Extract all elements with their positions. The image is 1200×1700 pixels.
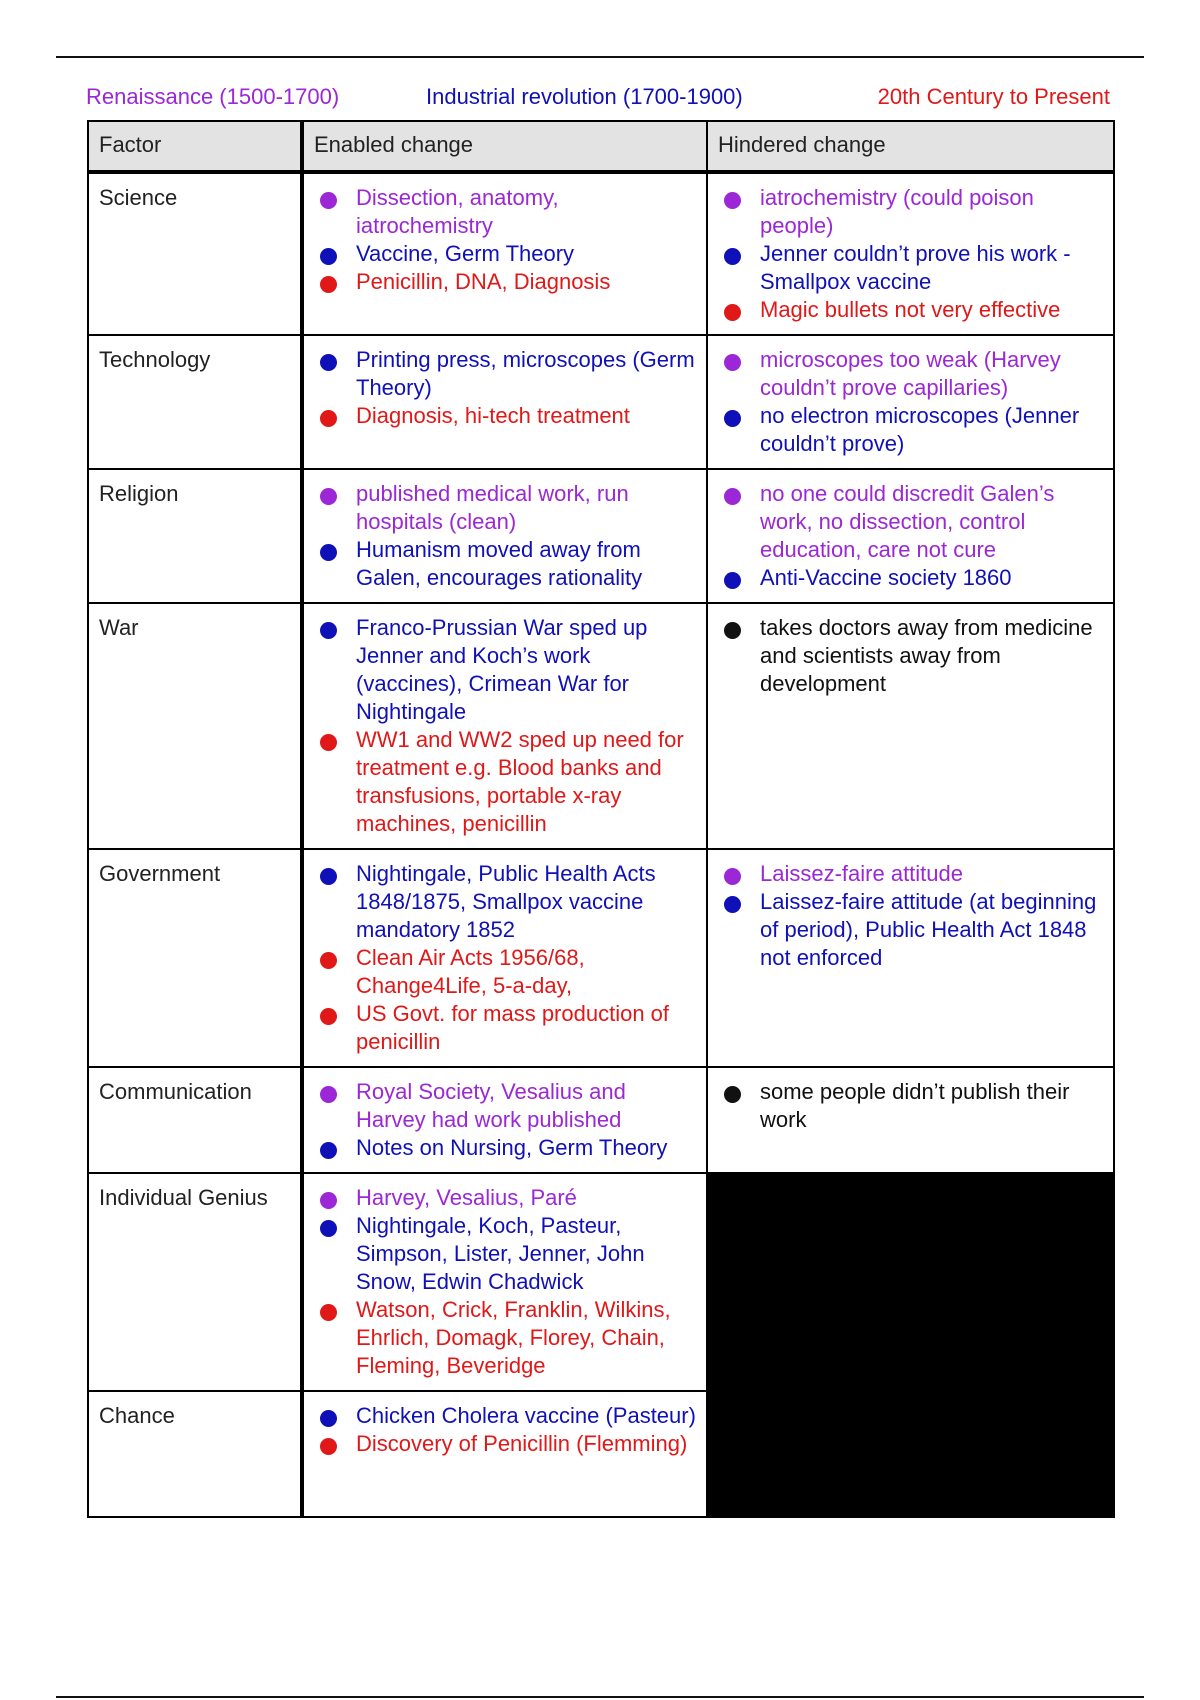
hindered-cell [707, 172, 1114, 335]
list-item [718, 614, 1105, 698]
factor-cell-individual-genius: Individual Genius [88, 1173, 302, 1391]
red-bullet-icon [320, 1304, 337, 1321]
item-text: Franco-Prussian War sped up Jenner and Koch’s work (vaccines), Crimean War for Nightingale [356, 615, 648, 724]
header-hindered: Hindered change [707, 121, 1114, 172]
enabled-cell [302, 469, 707, 603]
header-row [88, 121, 1114, 172]
item-text: Royal Society, Vesalius and Harvey had work published [356, 1079, 626, 1132]
list-item [314, 860, 698, 944]
item-text: Nightingale, Koch, Pasteur, Simpson, Lister, Jenner, John Snow, Edwin Chadwick [356, 1213, 645, 1294]
red-bullet-icon [320, 410, 337, 427]
black-bullet-icon [724, 622, 741, 639]
list-item [718, 1078, 1105, 1134]
hindered-list [718, 480, 1105, 592]
item-text: published medical work, run hospitals (clean) [356, 481, 629, 534]
red-bullet-icon [320, 734, 337, 751]
enabled-list [314, 480, 698, 592]
list-item [314, 346, 698, 402]
item-text: no one could discredit Galen’s work, no dissection, control education, care not cure [760, 481, 1055, 562]
list-item [314, 240, 698, 268]
red-bullet-icon [320, 1008, 337, 1025]
list-item [718, 860, 1105, 888]
blue-bullet-icon [320, 1142, 337, 1159]
enabled-list [314, 346, 698, 430]
item-text: Diagnosis, hi-tech treatment [356, 403, 630, 428]
red-bullet-icon [320, 1438, 337, 1455]
enabled-cell [302, 335, 707, 469]
item-text: Jenner couldn’t prove his work - Smallpox vaccine [760, 241, 1071, 294]
list-item [314, 1212, 698, 1296]
header-enabled: Enabled change [302, 121, 707, 172]
item-text: WW1 and WW2 sped up need for treatment e.g. Blood banks and transfusions, portable x-ray machines, penicillin [356, 727, 684, 836]
table-row [88, 335, 1114, 469]
hindered-cell [707, 1067, 1114, 1173]
enabled-list [314, 184, 698, 296]
item-text: some people didn’t publish their work [760, 1079, 1070, 1132]
blue-bullet-icon [724, 248, 741, 265]
blue-bullet-icon [320, 622, 337, 639]
item-text: Humanism moved away from Galen, encourages rationality [356, 537, 643, 590]
enabled-cell [302, 1067, 707, 1173]
red-bullet-icon [320, 952, 337, 969]
red-bullet-icon [320, 276, 337, 293]
purple-bullet-icon [724, 354, 741, 371]
purple-bullet-icon [320, 488, 337, 505]
item-text: US Govt. for mass production of penicillin [356, 1001, 670, 1054]
enabled-cell [302, 849, 707, 1067]
table-row [88, 1067, 1114, 1173]
list-item [718, 888, 1105, 972]
hindered-list [718, 184, 1105, 324]
enabled-list [314, 1184, 698, 1380]
red-bullet-icon [724, 304, 741, 321]
item-text: takes doctors away from medicine and scientists away from development [760, 615, 1093, 696]
enabled-cell [302, 1391, 707, 1517]
item-text: Penicillin, DNA, Diagnosis [356, 269, 611, 294]
item-text: iatrochemistry (could poison people) [760, 185, 1034, 238]
enabled-cell [302, 172, 707, 335]
purple-bullet-icon [320, 1086, 337, 1103]
list-item [718, 564, 1105, 592]
factor-cell-chance: Chance [88, 1391, 302, 1517]
list-item [314, 184, 698, 240]
list-item [314, 1402, 698, 1430]
purple-bullet-icon [724, 488, 741, 505]
enabled-list [314, 860, 698, 1056]
blue-bullet-icon [724, 410, 741, 427]
hindered-list [718, 860, 1105, 972]
item-text: Chicken Cholera vaccine (Pasteur) [356, 1403, 696, 1428]
blue-bullet-icon [724, 896, 741, 913]
list-item [314, 480, 698, 536]
table-row [88, 849, 1114, 1067]
blue-bullet-icon [320, 248, 337, 265]
list-item [314, 1000, 698, 1056]
purple-bullet-icon [724, 192, 741, 209]
item-text: Harvey, Vesalius, Paré [356, 1185, 577, 1210]
list-item [314, 1184, 698, 1212]
enabled-list [314, 614, 698, 838]
header-factor: Factor [88, 121, 302, 172]
blue-bullet-icon [320, 354, 337, 371]
hindered-list [718, 614, 1105, 698]
enabled-cell [302, 1173, 707, 1391]
factors-table [87, 120, 1115, 1518]
list-item [314, 1296, 698, 1380]
blue-bullet-icon [320, 544, 337, 561]
factor-cell-religion: Religion [88, 469, 302, 603]
item-text: no electron microscopes (Jenner couldn’t prove) [760, 403, 1080, 456]
list-item [314, 1430, 698, 1458]
list-item [718, 402, 1105, 458]
legend-renaissance: Renaissance (1500-1700) [86, 84, 340, 109]
table-row [88, 603, 1114, 849]
list-item [314, 1134, 698, 1162]
period-legend [86, 84, 1110, 116]
item-text: Clean Air Acts 1956/68, Change4Life, 5-a-day, [356, 945, 585, 998]
item-text: Magic bullets not very effective [760, 297, 1061, 322]
enabled-list [314, 1402, 698, 1458]
item-text: Laissez-faire attitude (at beginning of period), Public Health Act 1848 not enforced [760, 889, 1097, 970]
table-row [88, 172, 1114, 335]
blue-bullet-icon [724, 572, 741, 589]
list-item [718, 480, 1105, 564]
top-rule [56, 56, 1144, 58]
blue-bullet-icon [320, 1220, 337, 1237]
hindered-list [718, 1078, 1105, 1134]
factor-cell-government: Government [88, 849, 302, 1067]
list-item [314, 1078, 698, 1134]
enabled-list [314, 1078, 698, 1162]
purple-bullet-icon [320, 1192, 337, 1209]
blacked-out-cell [707, 1173, 1114, 1517]
list-item [314, 944, 698, 1000]
list-item [314, 726, 698, 838]
bottom-rule [56, 1696, 1144, 1698]
list-item [718, 346, 1105, 402]
factor-cell-technology: Technology [88, 335, 302, 469]
list-item [314, 402, 698, 430]
factor-cell-science: Science [88, 172, 302, 335]
item-text: Discovery of Penicillin (Flemming) [356, 1431, 688, 1456]
hindered-cell [707, 469, 1114, 603]
item-text: Vaccine, Germ Theory [356, 241, 575, 266]
list-item [718, 184, 1105, 240]
table-row [88, 469, 1114, 603]
item-text: Printing press, microscopes (Germ Theory) [356, 347, 695, 400]
hindered-list [718, 346, 1105, 458]
hindered-cell [707, 335, 1114, 469]
purple-bullet-icon [724, 868, 741, 885]
item-text: Laissez-faire attitude [760, 861, 963, 886]
list-item [718, 296, 1105, 324]
black-bullet-icon [724, 1086, 741, 1103]
table-row [88, 1173, 1114, 1391]
blue-bullet-icon [320, 868, 337, 885]
item-text: Notes on Nursing, Germ Theory [356, 1135, 668, 1160]
list-item [718, 240, 1105, 296]
item-text: Anti-Vaccine society 1860 [760, 565, 1012, 590]
list-item [314, 614, 698, 726]
list-item [314, 268, 698, 296]
blue-bullet-icon [320, 1410, 337, 1427]
purple-bullet-icon [320, 192, 337, 209]
legend-industrial: Industrial revolution (1700-1900) [426, 84, 743, 109]
item-text: microscopes too weak (Harvey couldn’t prove capillaries) [760, 347, 1061, 400]
enabled-cell [302, 603, 707, 849]
factor-cell-war: War [88, 603, 302, 849]
item-text: Watson, Crick, Franklin, Wilkins, Ehrlich, Domagk, Florey, Chain, Fleming, Beveridge [356, 1297, 671, 1378]
item-text: Dissection, anatomy, iatrochemistry [356, 185, 559, 238]
legend-modern: 20th Century to Present [877, 84, 1110, 109]
item-text: Nightingale, Public Health Acts 1848/1875, Smallpox vaccine mandatory 1852 [356, 861, 656, 942]
hindered-cell [707, 603, 1114, 849]
hindered-cell [707, 849, 1114, 1067]
factor-cell-communication: Communication [88, 1067, 302, 1173]
list-item [314, 536, 698, 592]
